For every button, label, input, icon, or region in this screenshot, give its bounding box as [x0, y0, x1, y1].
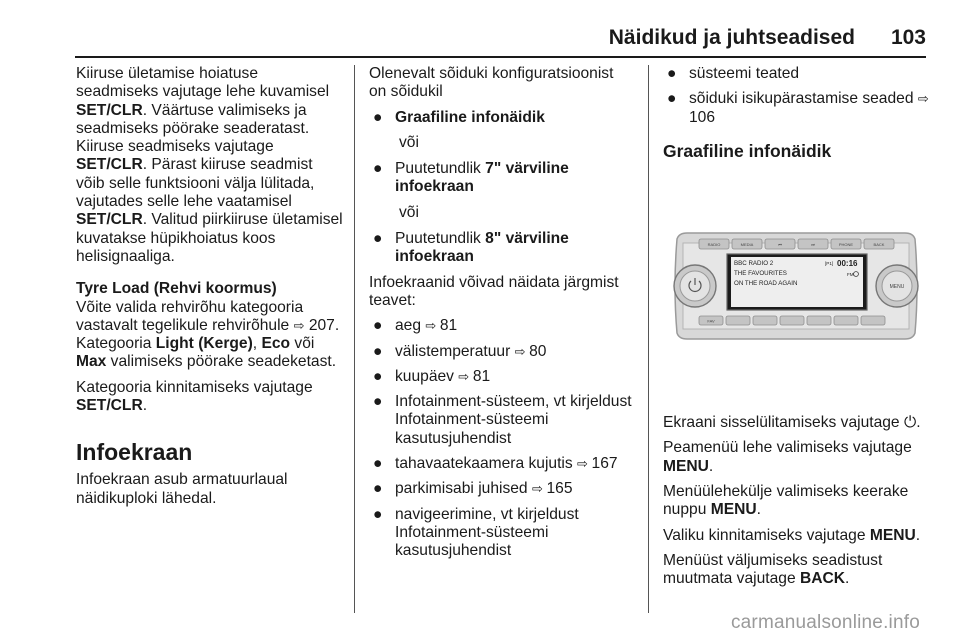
paragraph: Kiiruse ületamise hoiatuse seadmiseks vajutage lehe kuvamisel SET/CLR. Väärtuse valimiseks ja seadmiseks pöörake seaderatast. Kiiruse seadmiseks vajutage SET/CLR. Pärast kiiruse seadmist võib selle funktsiooni välja lülitada, vajutades selle lehe vaatamisel SET/CLR. Valitud piirkiiruse ületamisel kuvatakse hüpikhoiatus koos helisignaaliga.	[76, 65, 343, 265]
paragraph: Ekraani sisselülitamiseks vajutage ⏻.	[663, 414, 921, 432]
fav-button-label: FAV	[707, 318, 715, 324]
list-item-text: Infotainment-süsteem, vt kirjeldust Infotainment-süsteemi kasutusjuhendist	[395, 393, 632, 447]
paragraph: Infoekraan asub armatuurlaual näidikuploki lähedal.	[76, 471, 288, 507]
list-item	[369, 343, 635, 361]
reference-arrow-icon: ⇨	[425, 318, 440, 334]
column-divider	[648, 65, 649, 613]
page-reference: 81	[472, 367, 491, 385]
bullet: ●	[373, 317, 383, 335]
reference-arrow-icon: ⇨	[531, 481, 547, 497]
media-button-label: MEDIA	[740, 241, 754, 247]
page-reference: 106	[689, 108, 716, 126]
display-time: 00:16	[837, 258, 858, 268]
power-knob	[674, 265, 716, 307]
reference-arrow-icon: ⇨	[458, 368, 473, 384]
paragraph: Kategooria kinnitamiseks vajutage SET/CLR.	[76, 378, 313, 415]
header-rule	[75, 56, 926, 58]
page-header	[0, 22, 960, 52]
list-item: ● Graafiline infonäidik	[373, 108, 545, 126]
list-item	[369, 317, 635, 335]
column-divider	[354, 65, 355, 613]
paragraph: Peamenüü lehe valimiseks vajutage MENU.	[663, 439, 912, 475]
reference-arrow-icon: ⇨	[293, 317, 305, 333]
display-station: BBC RADIO 2	[734, 259, 774, 267]
phone-button-label: PHONE	[838, 241, 854, 247]
page-reference: 80	[529, 342, 547, 360]
menu-knob	[876, 265, 918, 307]
paragraph: Valiku kinnitamiseks vajutage MENU.	[663, 526, 921, 544]
section-title: Infoekraan	[76, 439, 193, 466]
or-text: või	[399, 203, 419, 221]
list-item	[369, 480, 635, 498]
radio-button-label: RADIO	[707, 241, 721, 247]
list-item-text: aeg	[395, 317, 426, 335]
bullet: ●	[667, 65, 677, 82]
list-item	[369, 368, 635, 386]
prev-button-label: ⏮	[778, 241, 782, 247]
list-item-text: süsteemi teated	[689, 65, 800, 82]
reference-arrow-icon: ⇨	[917, 91, 929, 107]
bullet: ●	[373, 505, 383, 523]
menu-knob-label: MENU	[889, 283, 905, 290]
bottom-button-row	[699, 316, 885, 325]
subheading: Tyre Load (Rehvi koormus)	[76, 280, 277, 298]
page-reference: 81	[439, 317, 458, 335]
paragraph: Võite valida rehvirõhu kategooria vastavalt tegelikule rehvirõhule ⇨ 207. Kategooria Light (Kerge), Eco või Max valimiseks pöörake seadeketast.	[76, 298, 340, 371]
bullet: ●	[373, 480, 383, 498]
bullet: ●	[373, 367, 383, 385]
info-list	[369, 317, 635, 560]
page-reference: 165	[546, 480, 573, 498]
bullet: ●	[373, 455, 383, 473]
reference-arrow-icon: ⇨	[577, 456, 592, 472]
list-item-text: välistemperatuur	[395, 342, 515, 360]
display-preset: [P1]	[825, 260, 834, 266]
display-line: THE FAVOURITES	[734, 269, 787, 277]
list-item-text: tahavaatekaamera kujutis	[395, 455, 578, 473]
bullet: ●	[667, 90, 677, 108]
list-item: ● Puutetundlik 7" värviline infoekraan	[373, 160, 569, 196]
list-item-text: kuupäev	[395, 367, 459, 385]
next-button-label: ⏭	[811, 241, 815, 247]
list-item: ● Puutetundlik 8" värviline infoekraan	[373, 230, 569, 266]
display-band: FM	[847, 271, 854, 277]
or-text: või	[399, 133, 419, 151]
display-line: ON THE ROAD AGAIN	[734, 279, 798, 287]
back-button-label: BACK	[873, 241, 885, 247]
page-number: 103	[890, 26, 926, 49]
paragraph: Infoekraanid võivad näidata järgmist teavet:	[369, 273, 619, 309]
paragraph: Menüüst väljumiseks seadistust muutmata vajutage BACK.	[663, 551, 883, 588]
bullet: ●	[373, 393, 383, 411]
infotainment-panel-illustration	[663, 177, 929, 395]
list-item-text: parkimisabi juhised	[395, 480, 532, 498]
bullet: ●	[373, 342, 383, 360]
paragraph: Menüülehekülje valimiseks keerake nuppu MENU.	[663, 483, 909, 519]
power-icon: ⏻	[903, 414, 917, 432]
column-right	[663, 65, 929, 596]
reference-arrow-icon: ⇨	[514, 343, 530, 359]
info-list	[663, 65, 929, 127]
list-item-text: navigeerimine, vt kirjeldust Infotainment-süsteemi kasutusjuhendist	[395, 505, 579, 560]
paragraph: Olenevalt sõiduki konfiguratsioonist on sõidukil	[369, 65, 614, 101]
column-middle	[369, 65, 635, 568]
list-item	[369, 506, 635, 561]
list-item	[663, 65, 929, 83]
header-title: Näidikud ja juhtseadised	[608, 26, 855, 49]
watermark: carmanualsonline.info	[730, 612, 920, 633]
column-left	[76, 65, 344, 515]
list-item-text: sõiduki isikupärastamise seaded	[689, 90, 918, 108]
list-item	[369, 393, 635, 448]
page-reference: 167	[591, 455, 618, 473]
list-item	[369, 455, 635, 473]
subsection-title: Graafiline infonäidik	[663, 140, 832, 161]
list-item	[663, 90, 929, 127]
